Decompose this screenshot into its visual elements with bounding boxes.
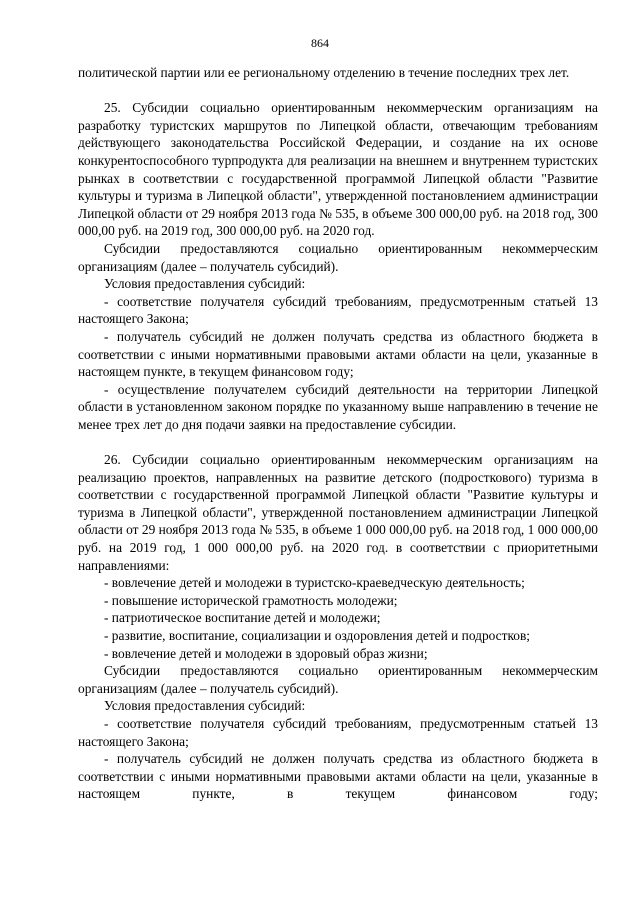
- page-number: 864: [311, 36, 329, 50]
- paragraph: - получатель субсидий не должен получать средства из областного бюджета в соответствии с иными нормативными правовыми актами области на цели, указанные в настоящем пункте, в текущем финансовом году;: [78, 328, 598, 380]
- paragraph: Субсидии предоставляются социально ориентированным некоммерческим организациям (далее – получатель субсидий).: [78, 663, 598, 696]
- document-body: [78, 64, 598, 803]
- paragraph: 25. Субсидии социально ориентированным некоммерческим организациям на разработку туристских маршрутов по Липецкой области, отвечающим требованиям действующего законодательства Российской Федерации, и создание на их основе конкурентоспособного турпродукта для реализации на внешнем и внутреннем туристских рынках в соответствии с государственной программой Липецкой области "Развитие культуры и туризма в Липецкой области", утвержденной постановлением администрации Липецкой области от 29 ноября 2013 года № 535, в объеме 300 000,00 руб. на 2018 год, 300 000,00 руб. на 2019 год, 300 000,00 руб. на 2020 год.: [78, 100, 598, 239]
- paragraph: - вовлечение детей и молодежи в здоровый образ жизни;: [104, 645, 428, 661]
- paragraph: - патриотическое воспитание детей и молодежи;: [104, 610, 381, 626]
- paragraph: Условия предоставления субсидий:: [104, 698, 306, 714]
- paragraph: - соответствие получателя субсидий требованиям, предусмотренным статьей 13 настоящего Закона;: [78, 293, 598, 327]
- paragraph: Субсидии предоставляются социально ориентированным некоммерческим организациям (далее – получатель субсидий).: [78, 240, 598, 274]
- paragraph: политической партии или ее региональному отделению в течение последних трех лет.: [78, 65, 570, 80]
- paragraph: - вовлечение детей и молодежи в туристско-краеведческую деятельность;: [104, 575, 525, 591]
- paragraph-spacer: [78, 82, 598, 100]
- paragraph: Условия предоставления субсидий:: [104, 276, 306, 292]
- paragraph: - осуществление получателем субсидий деятельности на территории Липецкой области в установленном законом порядке по указанному выше направлению в течение не менее трех лет до дня подачи заявки на предоставление субсидии.: [78, 381, 598, 432]
- paragraph: - соответствие получателя субсидий требованиям, предусмотренным статьей 13 настоящего Закона;: [78, 715, 598, 749]
- paragraph: - повышение исторической грамотность молодежи;: [104, 592, 398, 608]
- paragraph: 26. Субсидии социально ориентированным некоммерческим организациям на реализацию проектов, направленных на развитие детского (подросткового) туризма в соответствии с государственной программой Липецкой области "Развитие культуры и туризма в Липецкой области", утвержденной постановлением администрации Липецкой области от 29 ноября 2013 года № 535, в объеме 1 000 000,00 руб. на 2018 год, 1 000 000,00 руб. на 2019 год, 1 000 000,00 руб. на 2020 год. в соответствии с приоритетными направлениями:: [78, 452, 598, 573]
- paragraph: - развитие, воспитание, социализации и оздоровления детей и подростков;: [104, 628, 531, 643]
- paragraph-spacer: [78, 433, 598, 451]
- paragraph: - получатель субсидий не должен получать средства из областного бюджета в соответствии с иными нормативными правовыми актами области на цели, указанные в настоящем пункте, в текущем финансовом году;: [78, 751, 598, 802]
